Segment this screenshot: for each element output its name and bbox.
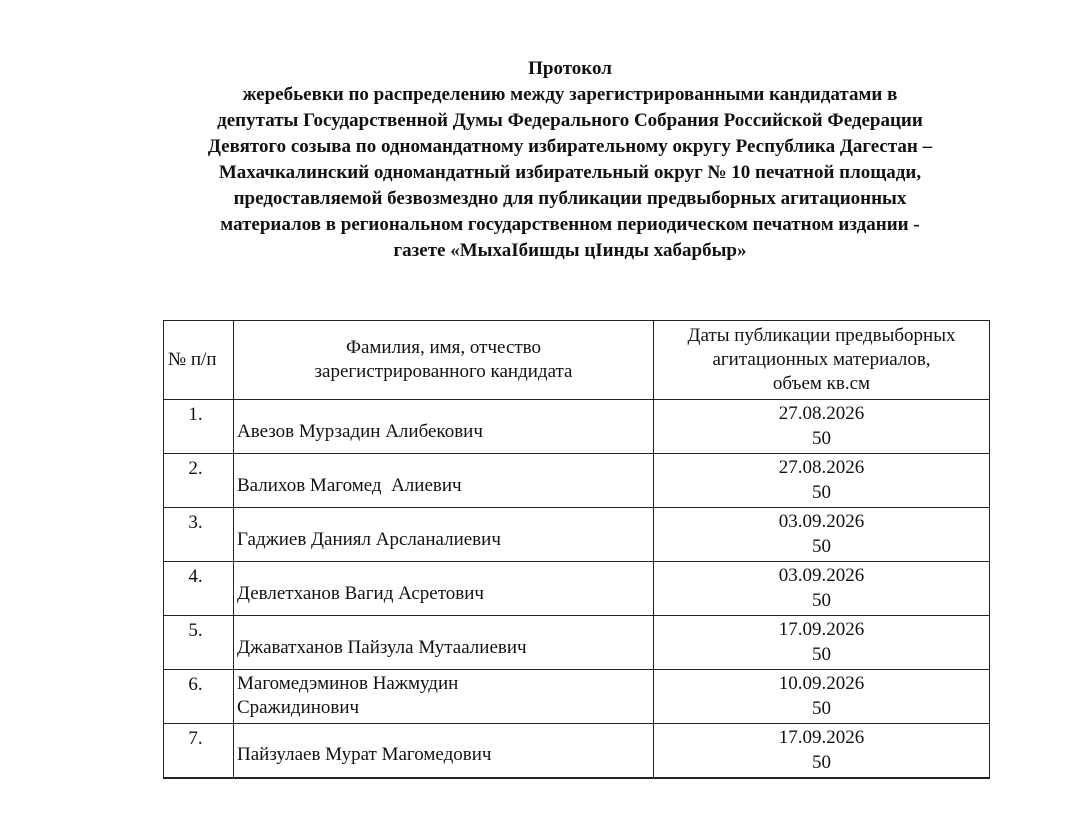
publication-date: 17.09.2026 (778, 619, 865, 640)
publication-area: 50 (812, 644, 831, 665)
publication-area: 50 (812, 590, 831, 611)
table-row (164, 670, 990, 724)
title-line: жеребьевки по распределению между зарегистрированными кандидатами в (242, 84, 898, 105)
candidate-name: Авезов Мурзадин Алибекович (234, 400, 654, 454)
publication-cell (654, 616, 990, 670)
publication-date: 10.09.2026 (778, 673, 865, 694)
publication-date: 27.08.2026 (778, 403, 865, 424)
header-name (234, 321, 654, 400)
header-date (654, 321, 990, 400)
row-number: 7. (164, 724, 234, 778)
publication-area: 50 (812, 752, 831, 773)
candidate-name: Джаватханов Пайзула Мутаалиевич (234, 616, 654, 670)
header-date-line: Даты публикации предвыборных (687, 325, 956, 346)
table-row (164, 508, 990, 562)
header-number: № п/п (164, 321, 234, 400)
table-header-row (164, 321, 990, 400)
publication-cell (654, 562, 990, 616)
title-line: Протокол (528, 58, 612, 79)
candidate-name-line: Магомедэминов Нажмудин (237, 673, 459, 694)
publication-date: 27.08.2026 (778, 457, 865, 478)
table-row (164, 562, 990, 616)
candidate-name: Гаджиев Даниял Арсланалиевич (234, 508, 654, 562)
publication-cell (654, 454, 990, 508)
header-name-line: Фамилия, имя, отчество (345, 337, 542, 358)
header-name-line: зарегистрированного кандидата (314, 361, 573, 382)
title-line: предоставляемой безвозмездно для публикации предвыборных агитационных (233, 188, 907, 209)
publication-cell (654, 724, 990, 778)
table-row (164, 454, 990, 508)
row-number: 2. (164, 454, 234, 508)
publication-area: 50 (812, 428, 831, 449)
publication-area: 50 (812, 698, 831, 719)
table-row (164, 616, 990, 670)
row-number: 6. (164, 670, 234, 724)
candidate-name: Девлетханов Вагид Асретович (234, 562, 654, 616)
row-number: 3. (164, 508, 234, 562)
candidate-name: Пайзулаев Мурат Магомедович (234, 724, 654, 778)
document-title (90, 56, 1050, 264)
publication-cell (654, 508, 990, 562)
title-line: Девятого созыва по одномандатному избирательному округу Республика Дагестан – (207, 136, 933, 157)
title-line: Махачкалинский одномандатный избирательный округ № 10 печатной площади, (218, 162, 922, 183)
publication-cell (654, 670, 990, 724)
publication-date: 03.09.2026 (778, 511, 865, 532)
publication-area: 50 (812, 536, 831, 557)
candidate-name: Валихов Магомед Алиевич (234, 454, 654, 508)
row-number: 1. (164, 400, 234, 454)
title-line: газете «МыхаIбишды цIинды хабарбыр» (393, 240, 747, 261)
title-line: депутаты Государственной Думы Федерального Собрания Российской Федерации (217, 110, 923, 131)
row-number: 5. (164, 616, 234, 670)
publication-date: 03.09.2026 (778, 565, 865, 586)
table-row (164, 724, 990, 778)
header-date-line: объем кв.см (772, 373, 871, 394)
publication-area: 50 (812, 482, 831, 503)
candidates-table (163, 320, 990, 779)
candidate-name (234, 670, 654, 724)
header-date-line: агитационных материалов, (712, 349, 931, 370)
title-line: материалов в региональном государственном периодическом печатном издании - (220, 214, 920, 235)
table-row (164, 400, 990, 454)
candidate-name-line: Сражидинович (237, 697, 360, 718)
publication-cell (654, 400, 990, 454)
row-number: 4. (164, 562, 234, 616)
publication-date: 17.09.2026 (778, 727, 865, 748)
